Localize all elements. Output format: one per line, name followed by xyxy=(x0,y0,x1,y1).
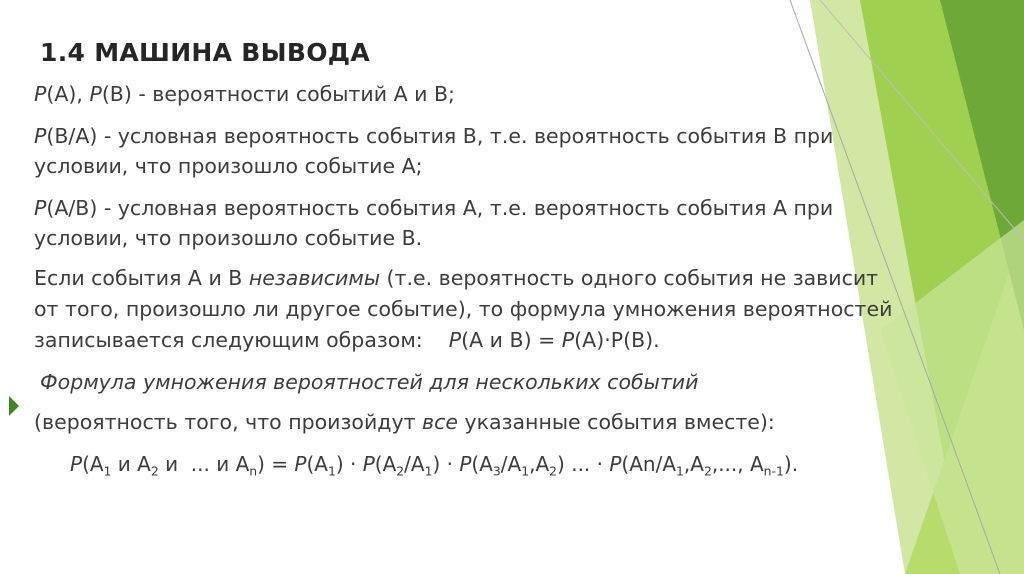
formula-line xyxy=(70,450,798,478)
subscript: 2 xyxy=(703,463,712,479)
text-line-6 xyxy=(34,264,878,292)
text-line-9: Формула умножения вероятностей для нескольких событий xyxy=(40,370,699,394)
symbol-p: P xyxy=(294,452,307,476)
symbol-p: P xyxy=(89,82,102,106)
subscript: 1 xyxy=(103,463,112,479)
symbol-p: P xyxy=(561,328,575,352)
slide-title: 1.4 МАШИНА ВЫВОДА xyxy=(40,38,370,67)
text-fragment: (A xyxy=(471,452,493,476)
text-fragment: ,..., A xyxy=(711,452,764,476)
subscript: n-1 xyxy=(763,463,784,479)
text-line-3: условии, что произошло событие A; xyxy=(34,154,423,178)
subscript: 2 xyxy=(150,463,159,479)
emphasis-all: все xyxy=(422,410,458,434)
subscript: 2 xyxy=(549,463,558,479)
text-fragment: (A xyxy=(82,452,104,476)
symbol-p: P xyxy=(448,328,462,352)
subscript: 1 xyxy=(676,463,684,479)
text-fragment: ) ... · xyxy=(557,452,610,476)
text-line-5: условии, что произошло событие B. xyxy=(34,226,423,250)
text-fragment: (B/A) - условная вероятность события B, т.е. вероятность события B при xyxy=(46,124,834,148)
text-fragment: (An/A xyxy=(621,452,677,476)
text-fragment: /A xyxy=(404,452,425,476)
text-fragment: (A), xyxy=(46,82,90,106)
symbol-p: P xyxy=(70,452,83,476)
text-fragment: (A xyxy=(306,452,328,476)
subscript: 1 xyxy=(424,463,433,479)
subscript: 3 xyxy=(492,463,501,479)
subscript: 1 xyxy=(521,463,530,479)
text-fragment: Если события A и B xyxy=(34,266,249,290)
subscript: 2 xyxy=(396,463,405,479)
text-fragment: ) · xyxy=(432,452,460,476)
text-fragment: указанные события вместе): xyxy=(458,410,775,434)
text-fragment: записывается следующим образом: xyxy=(34,328,449,352)
symbol-p: P xyxy=(609,452,622,476)
text-fragment: (A и B) = xyxy=(461,328,562,352)
text-fragment: ). xyxy=(783,452,799,476)
symbol-p: P xyxy=(362,452,375,476)
subscript: 1 xyxy=(327,463,336,479)
text-fragment: (т.е. вероятность одного события не зависит xyxy=(380,266,879,290)
text-line-10 xyxy=(34,408,775,436)
text-line-1 xyxy=(34,80,455,108)
text-fragment: (B) - вероятности событий A и B; xyxy=(101,82,455,106)
text-fragment: (A)·P(B). xyxy=(574,328,660,352)
text-fragment: /A xyxy=(500,452,522,476)
text-fragment: ) = xyxy=(257,452,295,476)
text-fragment: (A/B) - условная вероятность события A, т.е. вероятность события A при xyxy=(46,196,834,220)
text-fragment: и ... и A xyxy=(158,452,250,476)
emphasis-independent: независимы xyxy=(248,266,381,290)
text-fragment: ,A xyxy=(683,452,704,476)
text-fragment: и A xyxy=(111,452,151,476)
text-fragment: ,A xyxy=(529,452,550,476)
subscript: n xyxy=(249,463,258,479)
symbol-p: P xyxy=(34,82,47,106)
text-line-8 xyxy=(34,326,660,354)
text-line-7: от того, произошло ли другое событие), то формула умножения вероятностей xyxy=(34,297,893,321)
text-line-4 xyxy=(34,194,833,222)
symbol-p: P xyxy=(459,452,472,476)
text-line-2 xyxy=(34,122,833,150)
text-fragment: (A xyxy=(374,452,397,476)
text-fragment: ) · xyxy=(335,452,363,476)
text-fragment: (вероятность того, что произойдут xyxy=(34,410,423,434)
symbol-p: P xyxy=(34,196,47,220)
symbol-p: P xyxy=(34,124,47,148)
